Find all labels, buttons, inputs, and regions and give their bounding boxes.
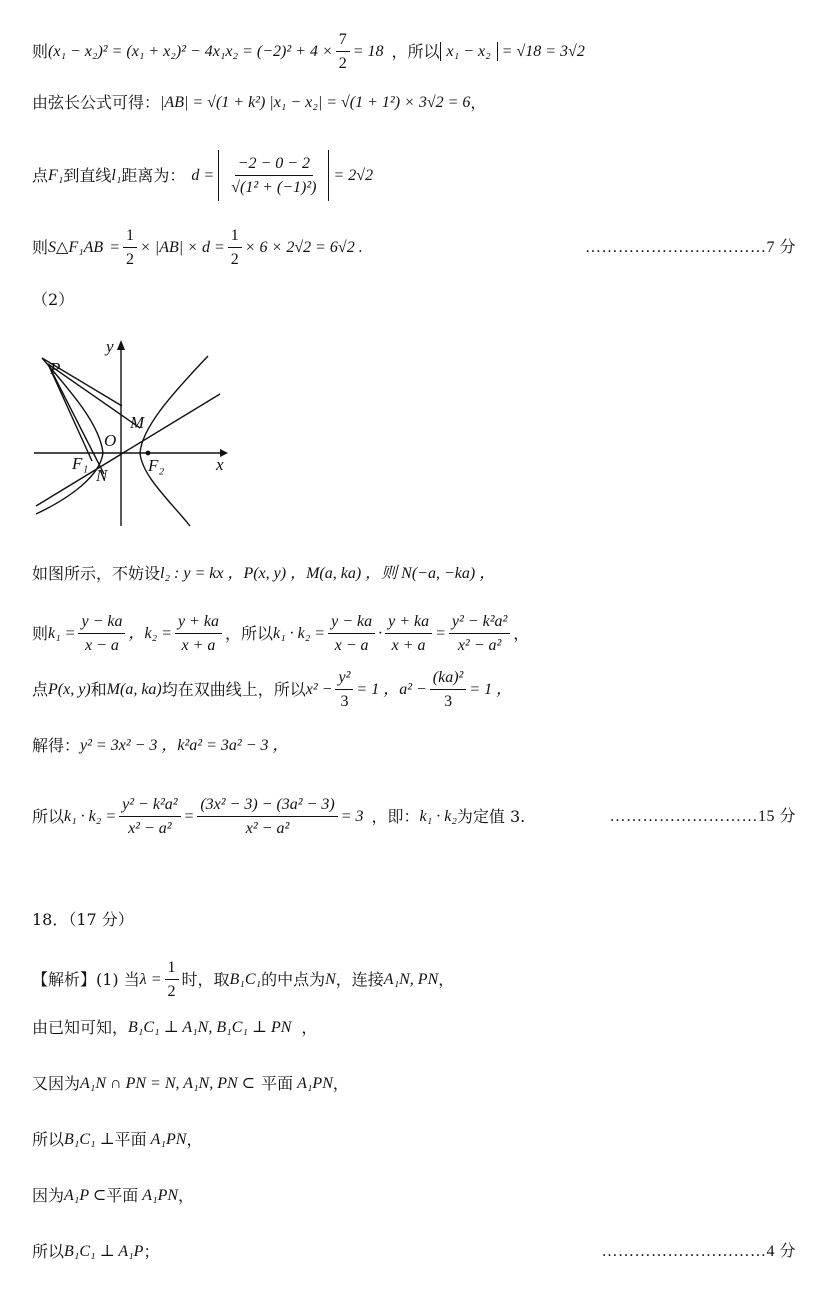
solution-line-4 (32, 226, 796, 269)
fraction-num: −2 − 0 − 2 (235, 154, 313, 176)
solution-line-3 (32, 150, 796, 201)
label-p: P (50, 359, 61, 378)
text: 因为 (32, 1186, 65, 1205)
math-expr: M(a, ka) (106, 681, 162, 699)
solution-line-17 (32, 1242, 796, 1261)
solution-line-13 (32, 1018, 796, 1037)
fraction (165, 958, 179, 1001)
math-expr: = (435, 625, 446, 643)
math-expr: λ = (139, 971, 162, 989)
math-expr: = 3 (340, 808, 364, 826)
text: 平面 (261, 1074, 294, 1093)
text: 又因为 (32, 1074, 81, 1093)
fraction-num: y² (335, 668, 353, 690)
text: ，所以 (224, 624, 273, 644)
text: ，即： (371, 807, 420, 827)
text: 所以 (32, 1242, 65, 1261)
text: ， (186, 1130, 203, 1149)
math-expr: = (109, 239, 120, 257)
fraction (123, 226, 137, 269)
text: 由弦长公式可得： (32, 93, 161, 112)
math-expr: = (183, 808, 195, 826)
math-expr: x² − (305, 681, 333, 699)
hyperbola-figure (30, 336, 230, 530)
fraction-num: y + ka (175, 612, 222, 634)
math-expr: = 1 ， (469, 681, 513, 699)
math-expr: A₁N, PN (383, 971, 439, 989)
fraction (328, 612, 375, 655)
fraction (228, 154, 319, 197)
solution-line-8 (32, 668, 796, 711)
text: 18．（17 分） (32, 910, 134, 929)
math-expr: A₁PN (297, 1075, 333, 1092)
fraction-den: 2 (167, 983, 176, 1001)
text: ，连接 (335, 970, 384, 990)
solution-line-14 (32, 1074, 796, 1093)
text: 为定值 3. (456, 807, 526, 827)
math-expr: y² = 3x² − 3 ，k²a² = 3a² − 3 ， (80, 737, 289, 754)
math-expr: = √18 = 3√2 (501, 43, 585, 61)
solution-line-6 (32, 564, 796, 583)
math-expr: A₁PN (142, 1187, 179, 1204)
text: 和 (90, 680, 107, 700)
fraction (78, 612, 125, 655)
text: 时，取 (181, 970, 230, 990)
line-l2 (36, 394, 220, 506)
text: 如图所示，不妨设 (32, 564, 161, 583)
fraction-den: x² − a² (128, 820, 172, 838)
part-label (32, 290, 796, 309)
math-abs: x₁ − x₂ (440, 42, 498, 61)
math-expr: d = (191, 167, 215, 185)
solution-line-9 (32, 736, 796, 755)
text: 距离为： (121, 166, 186, 186)
solution-line-1 (32, 30, 796, 73)
text: 则 (32, 42, 49, 62)
math-expr: |AB| = √(1 + k²) |x₁ − x₂| = √(1 + 1²) × 3√2 = 6 (160, 94, 471, 111)
y-axis-arrow-icon (117, 340, 125, 350)
math-expr: F₁ (48, 167, 64, 185)
fraction-den: x − a (85, 637, 119, 655)
fraction (335, 668, 353, 711)
math-expr: × 6 × 2√2 = 6√2 . (244, 239, 363, 257)
label-x: x (216, 455, 224, 474)
text: ， (178, 1186, 195, 1205)
text: ，所以 (391, 42, 440, 62)
score-marker: ……………………………7 分 (584, 239, 796, 257)
label-o: O (104, 431, 117, 450)
math-expr: = 18 (352, 43, 384, 61)
text: 点 (32, 166, 49, 186)
hyperbola-left-branch (36, 358, 103, 514)
text: 所以 (32, 807, 65, 827)
text: ， (438, 970, 455, 990)
math-expr: = 2√2 (333, 167, 374, 185)
math-expr: k₁ · k₂ = (272, 625, 326, 643)
text: 的中点为 (261, 970, 326, 990)
math-expr: k₁ · k₂ = (64, 808, 117, 826)
fraction-den: x² − a² (245, 820, 290, 838)
hyperbola-right-branch (140, 356, 208, 526)
math-expr: B₁C₁ ⊥ (64, 1131, 115, 1148)
text: 平面 (106, 1186, 139, 1205)
math-expr: A₁PN (150, 1131, 187, 1148)
fraction (197, 795, 337, 838)
fraction-num: (ka)² (430, 668, 467, 690)
fraction-den: 3 (340, 693, 349, 711)
text: 点 (32, 680, 49, 700)
fraction-num: 7 (336, 30, 350, 52)
label-f2: F₂ (148, 456, 165, 475)
fraction (175, 612, 222, 655)
math-expr: ，k₂ = (128, 625, 172, 643)
math-expr: k₁ · k₂ (419, 808, 457, 826)
math-expr: (x₁ − x₂)² = (x₁ + x₂)² − 4x₁x₂ = (−2)² + 4 × (48, 43, 333, 61)
fraction-num: y − ka (328, 612, 375, 634)
fraction-den: x + a (181, 637, 216, 655)
math-expr: A₁P ⊂ (64, 1187, 107, 1204)
label-m: M (130, 413, 145, 432)
math-expr: N (325, 971, 336, 989)
text: ， (513, 624, 530, 644)
math-abs (218, 150, 329, 201)
text: 则 (32, 624, 49, 644)
solution-line-15 (32, 1130, 796, 1149)
solution-line-7 (32, 612, 796, 655)
fraction-den: √(1² + (−1)²) (231, 179, 317, 197)
fraction (228, 226, 242, 269)
fraction-den: x² − a² (457, 637, 502, 655)
text: 平面 (114, 1130, 147, 1149)
fraction-den: 2 (230, 251, 239, 269)
math-expr: B₁C₁ ⊥ A₁N, B₁C₁ ⊥ PN (128, 1019, 292, 1036)
solution-line-2 (32, 93, 796, 112)
score-marker: …………………………4 分 (601, 1243, 796, 1260)
text: ， (301, 1018, 318, 1037)
fraction (336, 30, 350, 73)
label-f1: F₁ (72, 454, 89, 473)
text: ， (332, 1074, 349, 1093)
math-expr: × |AB| × d = (140, 239, 225, 257)
fraction-den: x + a (391, 637, 426, 655)
text: ， (470, 93, 487, 112)
fraction (119, 795, 180, 838)
fraction-num: 1 (228, 226, 242, 248)
label-y: y (106, 337, 114, 356)
fraction-den: x − a (334, 637, 369, 655)
math-expr: = 1 ，a² − (356, 681, 427, 699)
label-n: N (96, 466, 108, 485)
question-heading (32, 910, 796, 929)
score-marker: ………………………15 分 (609, 808, 796, 826)
math-expr: l₁ (111, 167, 122, 185)
solution-line-12 (32, 958, 796, 1001)
text: 均在双曲线上，所以 (161, 680, 306, 700)
fraction-num: y + ka (385, 612, 432, 634)
text: 【解析】(1) 当 (32, 970, 140, 990)
focus-f2-point (146, 451, 151, 456)
text: ； (143, 1242, 160, 1261)
fraction (430, 668, 467, 711)
math-expr: S△F₁AB (48, 239, 104, 257)
fraction-num: 1 (123, 226, 137, 248)
fraction-num: y² − k²a² (119, 795, 180, 817)
math-expr: B₁C₁ (229, 971, 262, 989)
math-expr: l₂ : y = kx ，P(x, y) ，M(a, ka) ，则 N(−a, −ka) ， (160, 565, 496, 582)
text: 所以 (32, 1130, 65, 1149)
math-expr: A₁N ∩ PN = N, A₁N, PN ⊂ (80, 1075, 256, 1092)
solution-line-10 (32, 795, 796, 838)
fraction-num: (3x² − 3) − (3a² − 3) (197, 795, 337, 817)
text: 解得： (32, 736, 81, 755)
math-expr: · (378, 625, 383, 643)
text: （2） (32, 290, 75, 309)
fraction (449, 612, 510, 655)
fraction-num: 1 (165, 958, 179, 980)
math-expr: B₁C₁ ⊥ A₁P (64, 1243, 144, 1260)
fraction-den: 2 (338, 55, 347, 73)
text: 到直线 (63, 166, 112, 186)
text: 则 (32, 238, 49, 258)
fraction-num: y − ka (78, 612, 125, 634)
fraction (385, 612, 432, 655)
math-expr: P(x, y) (48, 681, 91, 699)
text: 由已知可知， (32, 1018, 129, 1037)
math-expr: k₁ = (48, 625, 76, 643)
fraction-num: y² − k²a² (449, 612, 510, 634)
fraction-den: 3 (444, 693, 453, 711)
fraction-den: 2 (126, 251, 134, 269)
solution-line-16 (32, 1186, 796, 1205)
